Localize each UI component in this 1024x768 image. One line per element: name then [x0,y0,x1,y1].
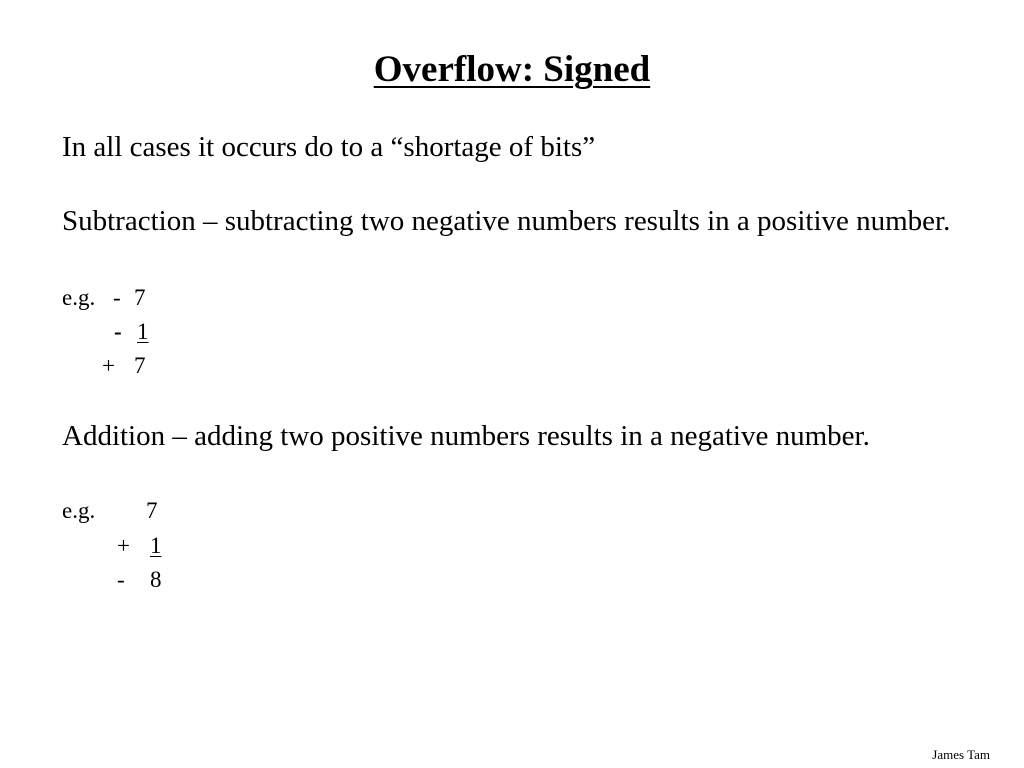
subtraction-line2-operator: - [114,319,122,344]
addition-line3-sign: - [117,567,125,592]
slide-title: Overflow: Signed [373,49,651,90]
subtraction-text: Subtraction – subtracting two negative numbers results in a positive number. [62,205,951,237]
author-footer: James Tam [932,747,990,762]
subtraction-line3-sign: + [102,353,115,378]
subtraction-line3-value: 7 [134,353,146,378]
addition-eg-label: e.g. [62,498,96,523]
subtraction-line1-sign: - [113,285,121,310]
addition-line3-value: 8 [150,567,162,592]
addition-line1-value: 7 [146,498,158,523]
subtraction-line2-value: 1 [137,319,149,344]
addition-line2-value: 1 [150,533,162,558]
addition-line2-operator: + [117,533,130,558]
intro-text: In all cases it occurs do to a “shortage of bits” [62,131,596,163]
subtraction-eg-label: e.g. [62,285,96,310]
addition-text: Addition – adding two positive numbers results in a negative number. [62,420,870,452]
subtraction-line1-value: 7 [134,285,146,310]
